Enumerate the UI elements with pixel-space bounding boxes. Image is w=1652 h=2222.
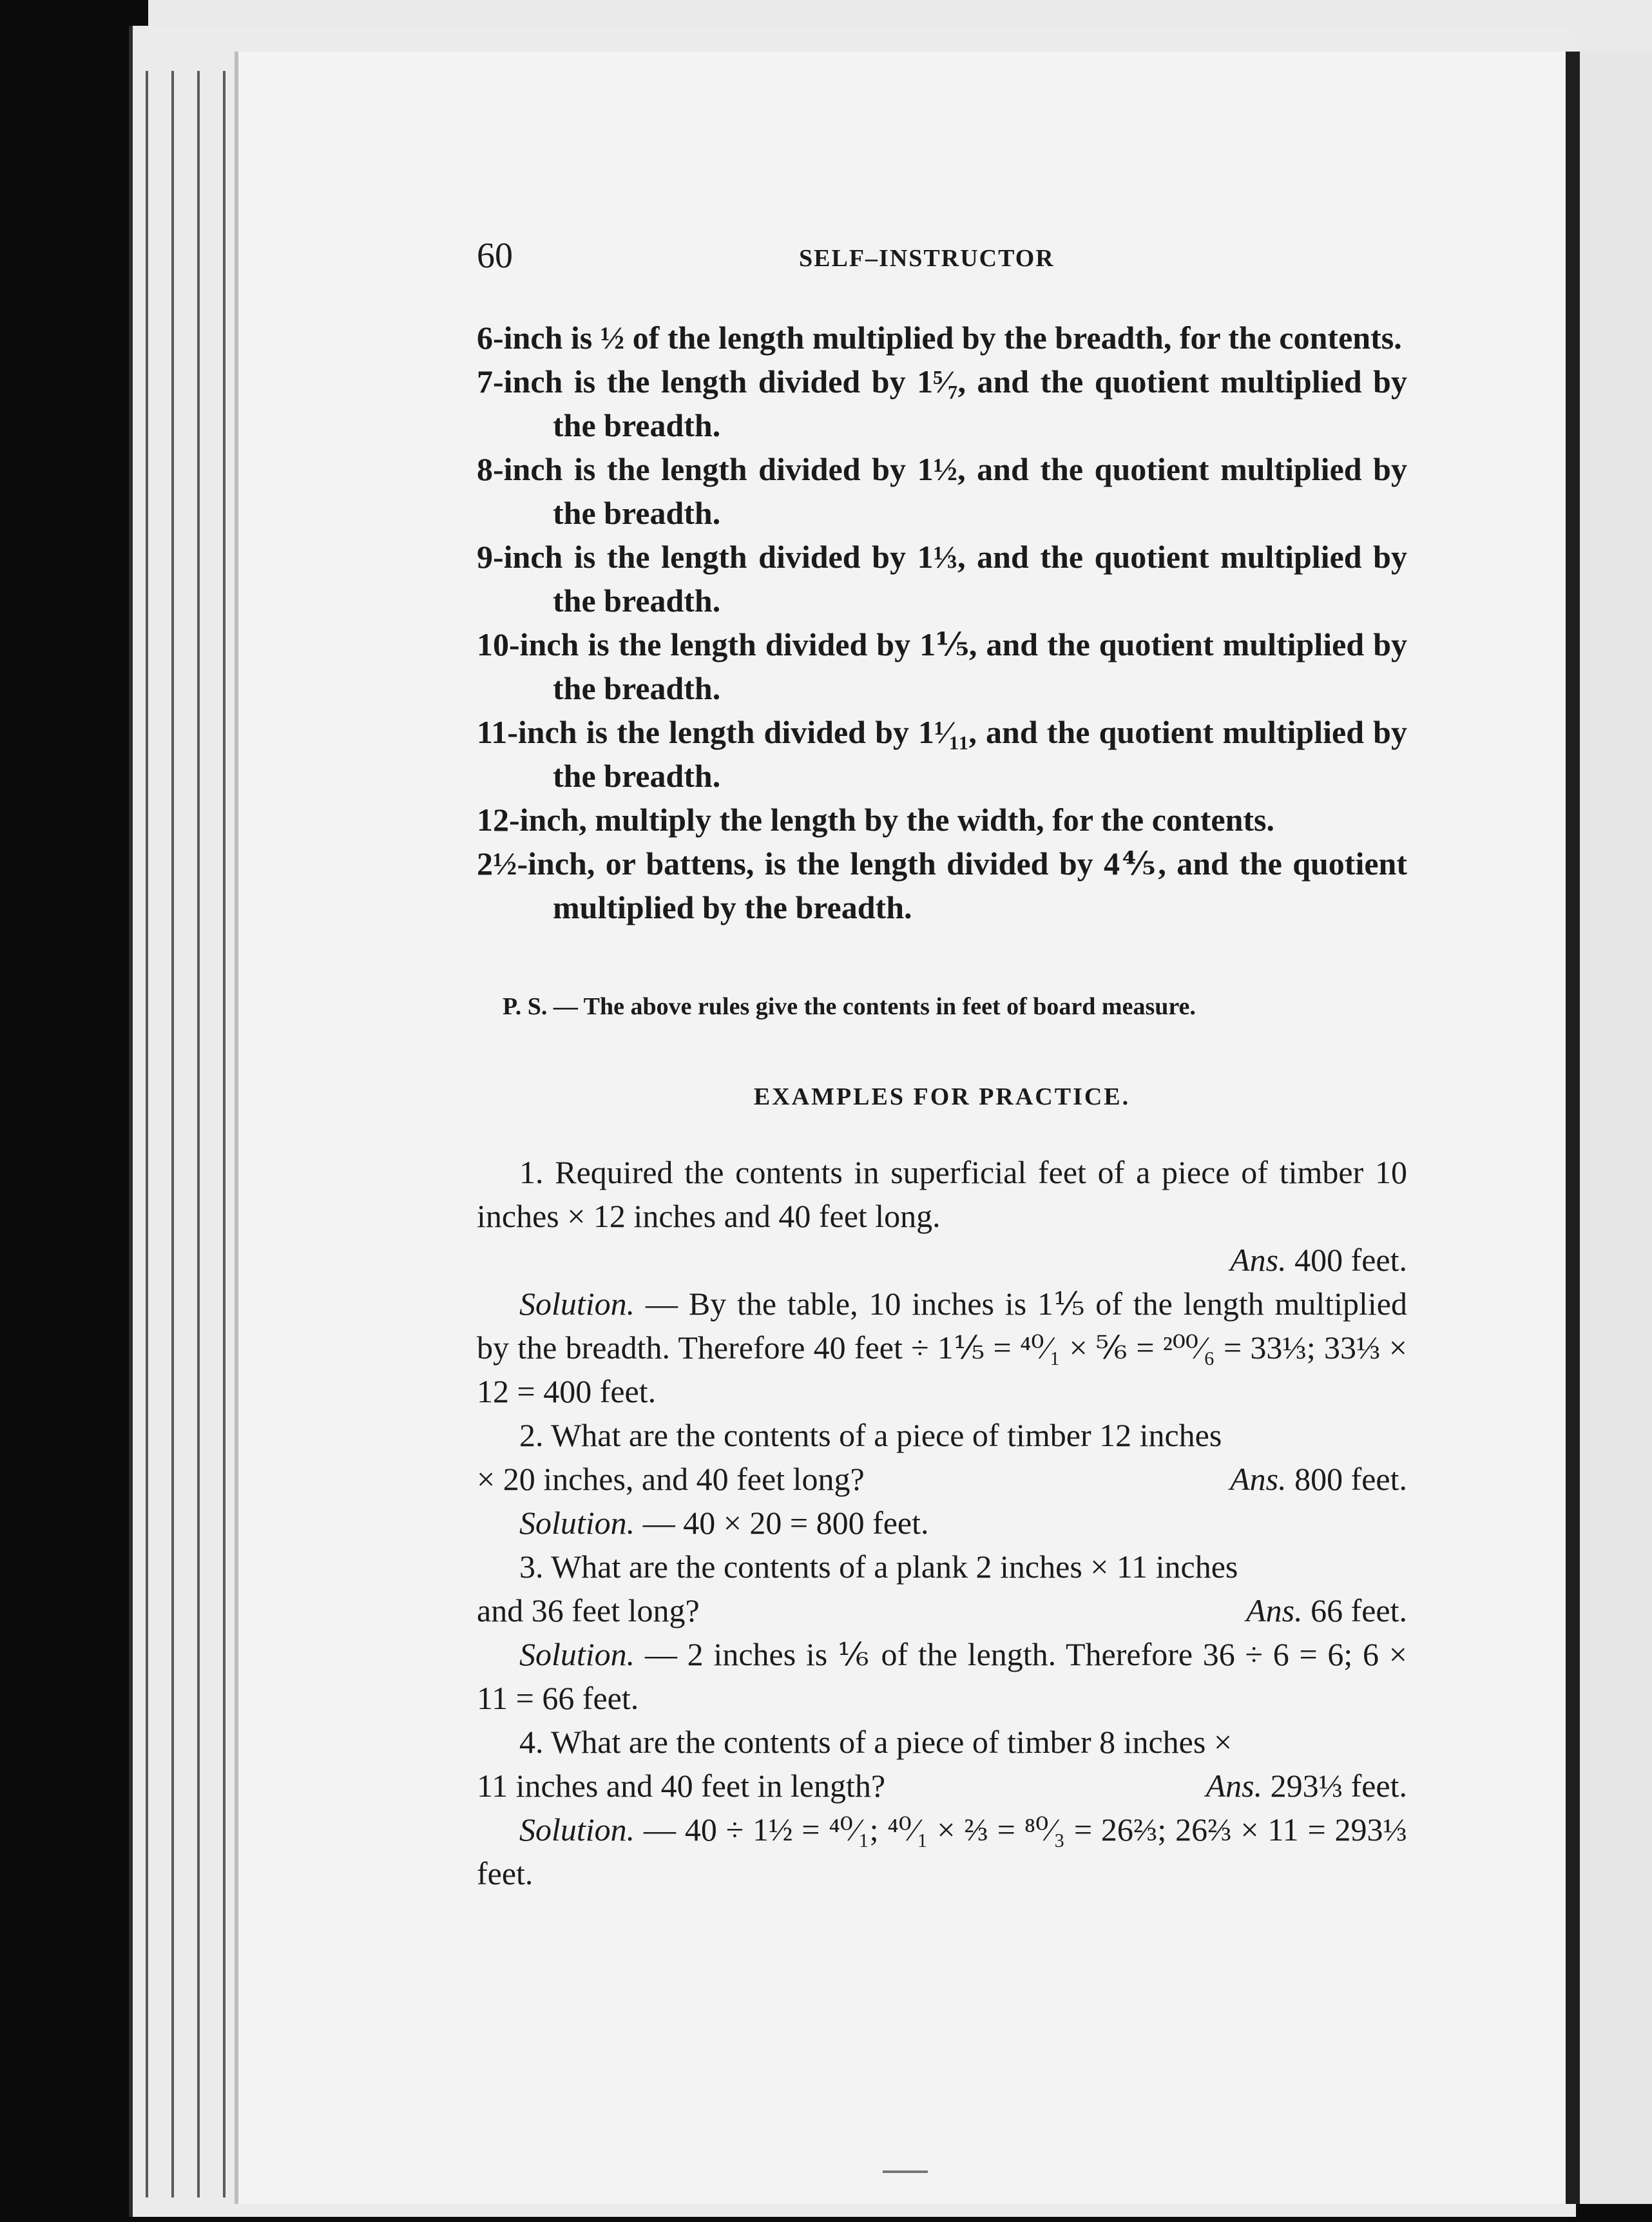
postscript: P. S. — The above rules give the contents in feet of board measure. (503, 993, 1196, 1020)
examples-section (477, 1150, 1407, 1895)
solution-label: Solution. (519, 1505, 635, 1541)
page-edge-line (146, 71, 148, 2198)
answer-value: 400 feet. (1294, 1242, 1407, 1278)
answer-label: Ans. (1230, 1461, 1287, 1497)
answer-value: 66 feet. (1311, 1592, 1407, 1628)
rule-6-inch: 6-inch is ½ of the length multiplied by the breadth, for the contents. (477, 320, 1402, 356)
example-1-answer (477, 1238, 1407, 1282)
solution-label: Solution. (519, 1636, 635, 1672)
answer-label: Ans. (1230, 1242, 1287, 1278)
rule-7-inch: 7-inch is the length divided by 1⁵⁄₇, and the quotient multiplied by the breadth. (477, 363, 1407, 443)
example-4-answer (1206, 1764, 1407, 1808)
page-edge-line (171, 71, 174, 2198)
example-4-solution (477, 1808, 1407, 1895)
solution-text: — 40 × 20 = 800 feet. (642, 1505, 929, 1541)
question-continuation: and 36 feet long? (477, 1592, 700, 1628)
example-4-question-cont (477, 1764, 1407, 1808)
running-title: SELF–INSTRUCTOR (799, 245, 1055, 272)
rule-11-inch: 11-inch is the length divided by 1¹⁄₁₁, and the quotient multiplied by the breadth. (477, 714, 1407, 794)
example-4-question: 4. What are the contents of a piece of timber 8 inches × (519, 1724, 1233, 1760)
book-gutter (1566, 52, 1580, 2204)
rule-10-inch: 10-inch is the length divided by 1⅕, and the quotient multiplied by the breadth. (477, 626, 1407, 706)
answer-value: 293⅓ feet. (1270, 1768, 1407, 1804)
answer-label: Ans. (1246, 1592, 1303, 1628)
facing-page-edge (1580, 52, 1652, 2204)
solution-text: — 2 inches is ⅙ of the length. Therefore 36 ÷ 6 = 6; 6 × 11 = 66 feet. (477, 1636, 1408, 1716)
rule-battens: 2½-inch, or battens, is the length divided by 4⅘, and the quotient multiplied by the breadth. (477, 845, 1407, 925)
page-edge-line (223, 71, 226, 2198)
example-3-solution (477, 1632, 1407, 1720)
example-2-question: 2. What are the contents of a piece of timber 12 inches (519, 1417, 1222, 1453)
example-2-answer (1230, 1457, 1407, 1501)
page-bottom-mark (883, 2170, 928, 2173)
example-3-answer (1246, 1589, 1407, 1632)
page-number: 60 (477, 236, 513, 276)
example-3-question-cont (477, 1589, 1407, 1632)
solution-text: — 40 ÷ 1½ = ⁴⁰⁄₁; ⁴⁰⁄₁ × ⅔ = ⁸⁰⁄₃ = 26⅔; 26⅔ × 11 = 293⅓ feet. (477, 1811, 1407, 1891)
question-continuation: 11 inches and 40 feet in length? (477, 1768, 886, 1804)
solution-label: Solution. (519, 1811, 635, 1848)
rule-9-inch: 9-inch is the length divided by 1⅓, and the quotient multiplied by the breadth. (477, 539, 1407, 619)
solution-text: — By the table, 10 inches is 1⅕ of the length multiplied by the breadth. Therefore 40 feet ÷ 1⅕ = ⁴⁰⁄₁ × ⅚ = ²⁰⁰⁄₆ = 33⅓; 33⅓ × 12 = 400 feet. (477, 1286, 1407, 1409)
answer-value: 800 feet. (1294, 1461, 1407, 1497)
rule-8-inch: 8-inch is the length divided by 1½, and the quotient multiplied by the breadth. (477, 451, 1407, 531)
example-3-question: 3. What are the contents of a plank 2 inches × 11 inches (519, 1549, 1238, 1585)
question-continuation: × 20 inches, and 40 feet long? (477, 1461, 865, 1497)
solution-label: Solution. (519, 1286, 635, 1322)
answer-label: Ans. (1205, 1768, 1263, 1804)
running-head (477, 235, 1407, 287)
rule-12-inch: 12-inch, multiply the length by the width, for the contents. (477, 802, 1275, 838)
examples-heading: EXAMPLES FOR PRACTICE. (753, 1083, 1131, 1110)
example-2-question-cont (477, 1457, 1407, 1501)
example-2-solution (477, 1501, 1407, 1545)
example-1-solution (477, 1282, 1407, 1413)
example-1-question: 1. Required the contents in superficial feet of a piece of timber 10 inches × 12 inches and 40 feet long. (477, 1154, 1407, 1234)
page-edge-line (197, 71, 200, 2198)
rules-list (477, 316, 1407, 929)
